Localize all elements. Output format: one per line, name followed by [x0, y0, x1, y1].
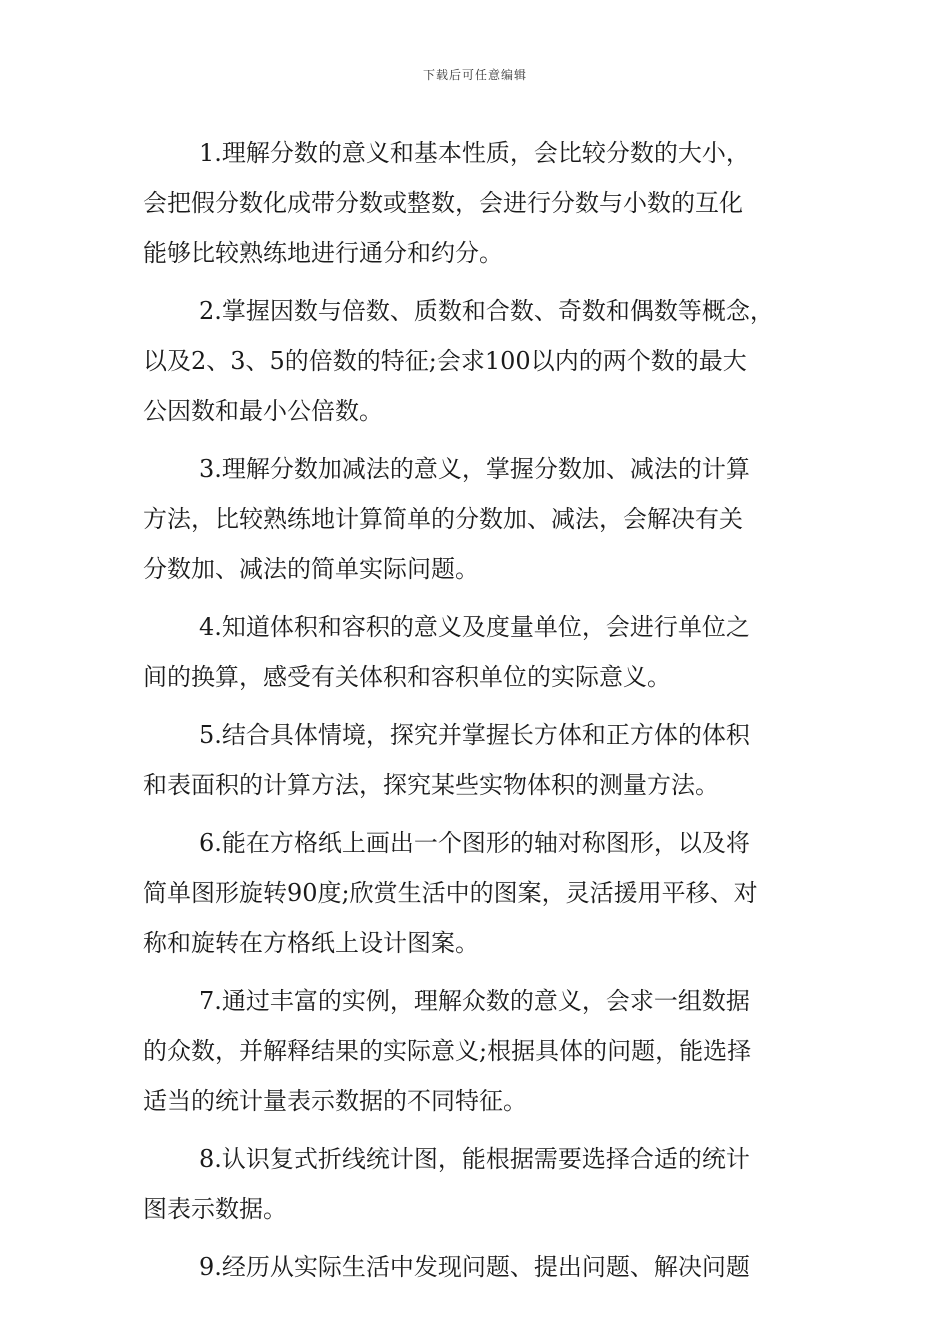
paragraph-4	[143, 602, 813, 702]
paragraph-line: 简单图形旋转90度;欣赏生活中的图案，灵活援用平移、对	[143, 879, 758, 907]
paragraph-7	[143, 976, 813, 1126]
paragraph-line: 9.经历从实际生活中发现问题、提出问题、解决问题	[199, 1253, 750, 1281]
paragraph-line: 图表示数据。	[143, 1195, 287, 1223]
paragraph-line: 适当的统计量表示数据的不同特征。	[143, 1087, 527, 1115]
paragraph-line: 分数加、减法的简单实际问题。	[143, 555, 479, 583]
paragraph-line: 7.通过丰富的实例，理解众数的意义，会求一组数据	[199, 987, 750, 1015]
paragraph-line: 2.掌握因数与倍数、质数和合数、奇数和偶数等概念，	[199, 297, 774, 325]
paragraph-line: 5.结合具体情境，探究并掌握长方体和正方体的体积	[199, 721, 750, 749]
paragraph-2	[143, 286, 813, 436]
paragraph-5	[143, 710, 813, 810]
paragraph-line: 8.认识复式折线统计图，能根据需要选择合适的统计	[199, 1145, 750, 1173]
paragraph-3	[143, 444, 813, 594]
paragraph-line: 间的换算，感受有关体积和容积单位的实际意义。	[143, 663, 671, 691]
paragraph-1	[143, 128, 813, 278]
paragraph-line: 6.能在方格纸上画出一个图形的轴对称图形，以及将	[199, 829, 750, 857]
paragraph-line: 1.理解分数的意义和基本性质，会比较分数的大小，	[199, 139, 750, 167]
paragraph-6	[143, 818, 813, 968]
document-body	[143, 128, 813, 1300]
paragraph-line: 和表面积的计算方法，探究某些实物体积的测量方法。	[143, 771, 719, 799]
paragraph-9	[143, 1242, 813, 1292]
paragraph-8	[143, 1134, 813, 1234]
paragraph-line: 方法，比较熟练地计算简单的分数加、减法，会解决有关	[143, 505, 743, 533]
paragraph-line: 的众数，并解释结果的实际意义;根据具体的问题，能选择	[143, 1037, 752, 1065]
paragraph-line: 以及2、3、5的倍数的特征;会求100以内的两个数的最大	[143, 347, 747, 375]
paragraph-line: 能够比较熟练地进行通分和约分。	[143, 239, 503, 267]
paragraph-line: 称和旋转在方格纸上设计图案。	[143, 929, 479, 957]
paragraph-line: 3.理解分数加减法的意义，掌握分数加、减法的计算	[199, 455, 750, 483]
paragraph-line: 4.知道体积和容积的意义及度量单位，会进行单位之	[199, 613, 750, 641]
paragraph-line: 公因数和最小公倍数。	[143, 397, 383, 425]
header-note: 下载后可任意编辑	[422, 68, 527, 82]
paragraph-line: 会把假分数化成带分数或整数，会进行分数与小数的互化	[143, 189, 743, 217]
